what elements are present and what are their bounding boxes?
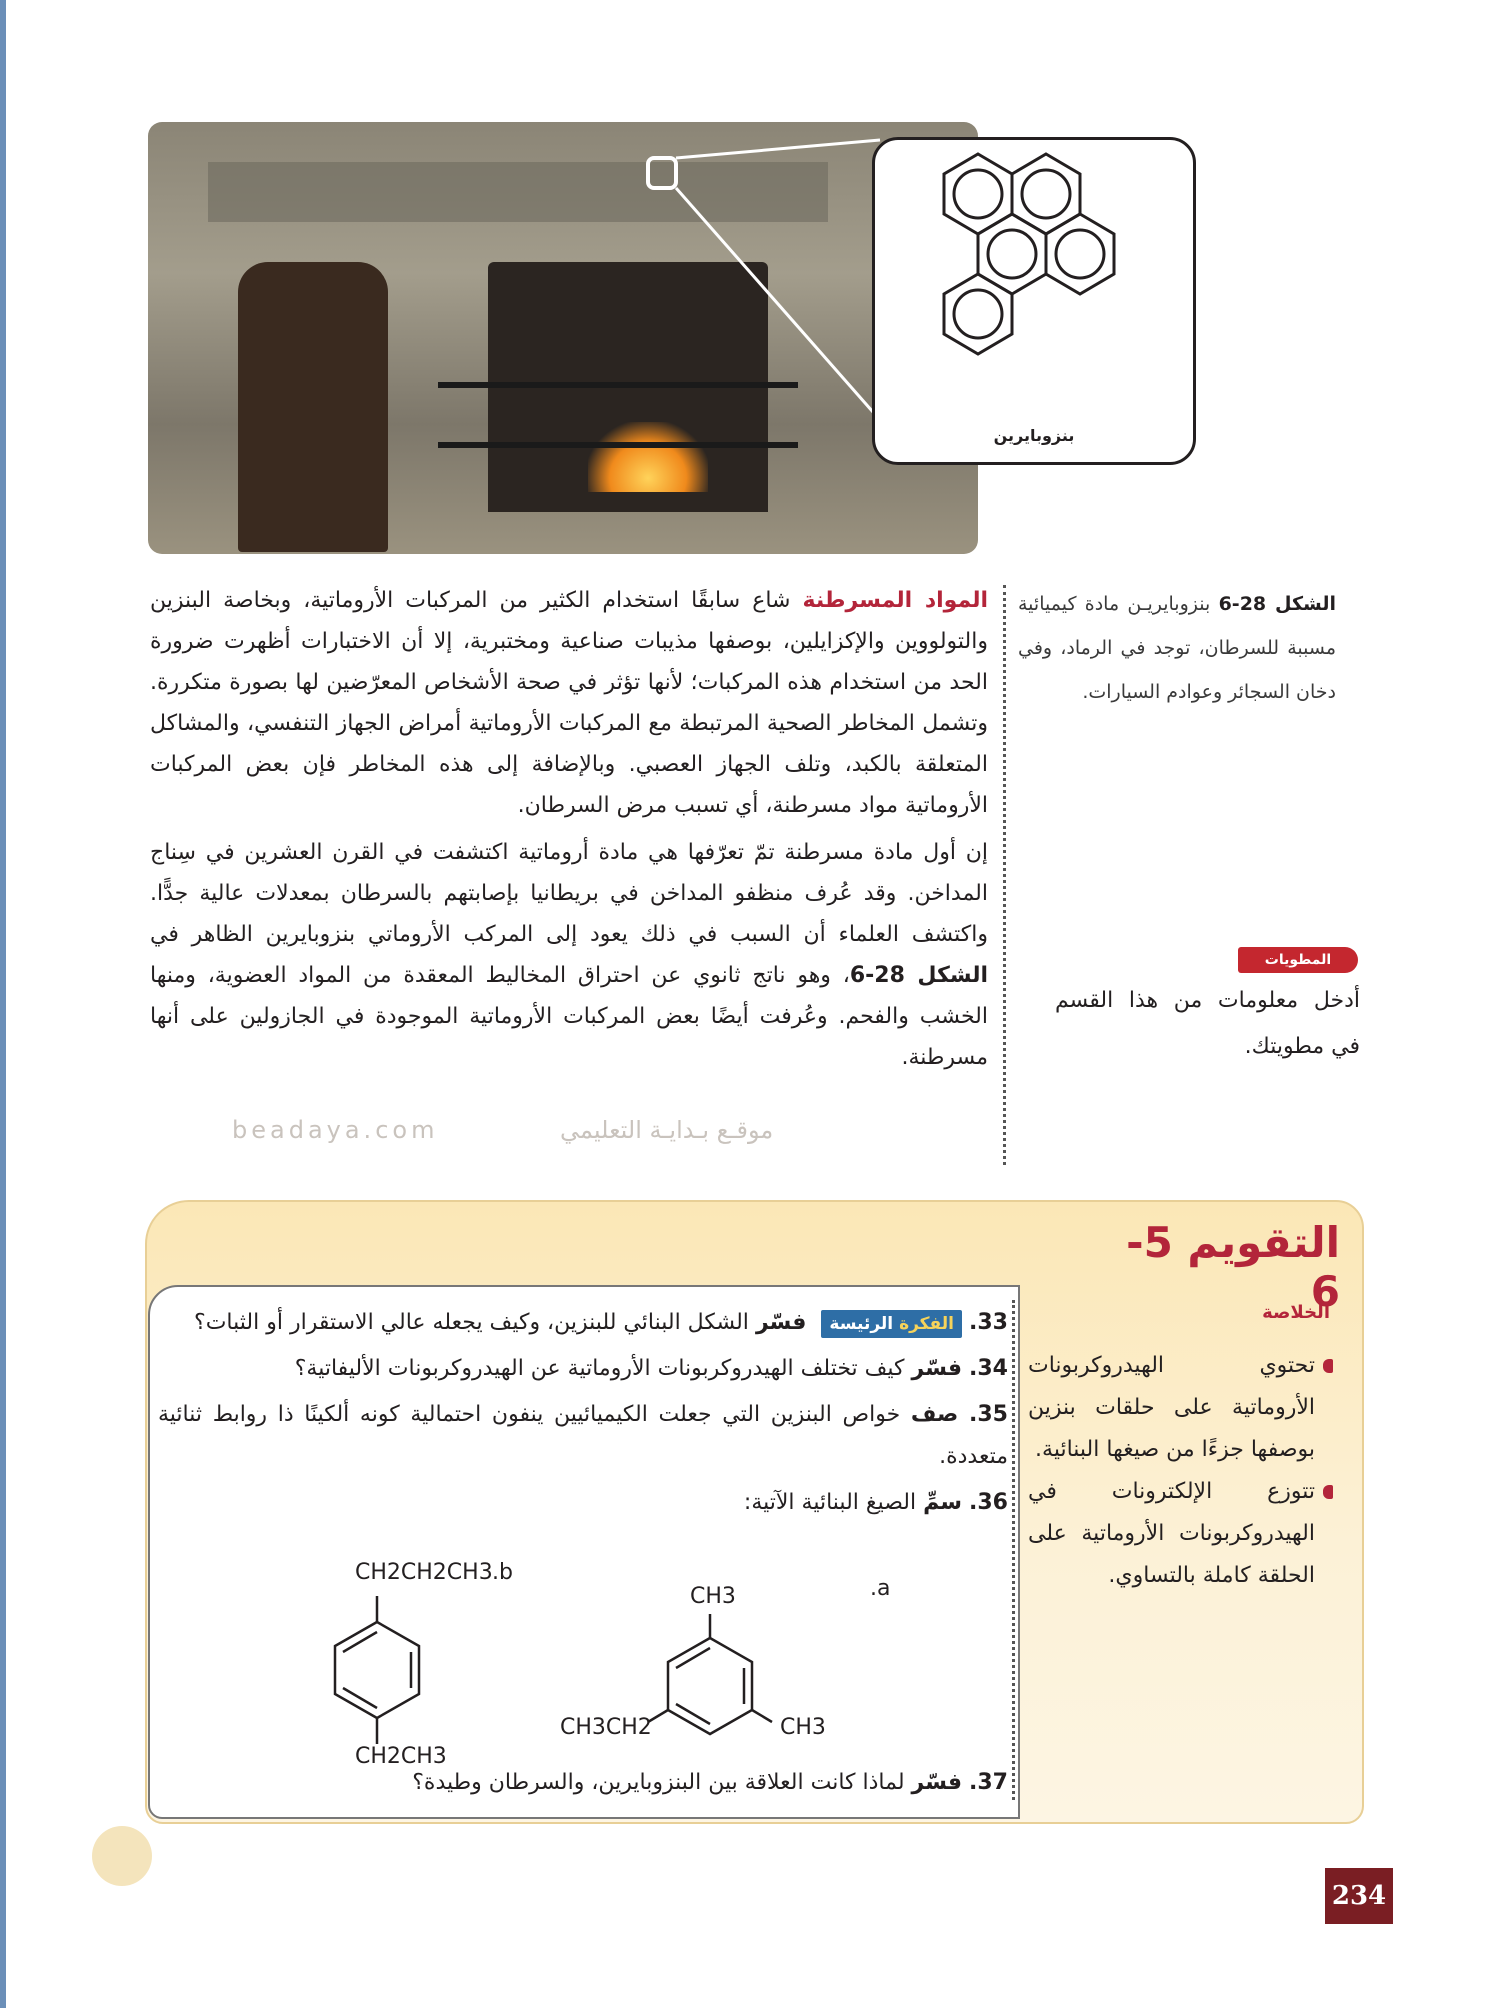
question-text: كيف تختلف الهيدروكربونات الأروماتية عن الهيدروكربونات الأليفاتية؟ bbox=[294, 1356, 905, 1381]
question-verb: فسّر bbox=[911, 1770, 963, 1795]
summary-list bbox=[1028, 1345, 1333, 1597]
caption-divider bbox=[1003, 585, 1006, 1165]
figure-caption bbox=[1018, 582, 1336, 714]
question-number: 37. bbox=[969, 1770, 1008, 1795]
question-verb: سمِّ bbox=[923, 1490, 963, 1515]
question-number: 33. bbox=[969, 1310, 1008, 1335]
question-37 bbox=[158, 1762, 1008, 1804]
question-33 bbox=[158, 1302, 1008, 1344]
structure-b-letter: .b bbox=[492, 1560, 513, 1585]
structure-a-right-group: CH3 bbox=[780, 1715, 826, 1740]
benzopyrene-structure bbox=[875, 140, 1193, 420]
question-text: لماذا كانت العلاقة بين البنزوبايرين، والسرطان وطيدة؟ bbox=[412, 1770, 905, 1795]
question-text: الصيغ البنائية الآتية: bbox=[743, 1490, 917, 1515]
main-idea-badge bbox=[821, 1310, 962, 1338]
questions-list-end bbox=[158, 1762, 1008, 1808]
question-verb: فسّر bbox=[755, 1310, 807, 1335]
main-idea-word-2: الرئيسة bbox=[829, 1314, 894, 1334]
question-number: 34. bbox=[969, 1356, 1008, 1381]
question-36 bbox=[158, 1482, 1008, 1524]
figure-reference: الشكل 28-6 bbox=[849, 963, 989, 988]
structure-b-top-group: CH2CH2CH3 bbox=[355, 1560, 493, 1585]
question-number: 36. bbox=[969, 1490, 1008, 1515]
paragraph-2-text-a: إن أول مادة مسرطنة تمّ تعرّفها هي مادة أروماتية اكتشفت في القرن العشرين في سِناج المداخن. وقد عُرف منظفو المداخن في بريطانيا بإصابتهم بالسرطان بمعدلات عالية جدًّا. واكتشف العلماء أن السبب في ذلك يعود إلى المركب الأروماتي بنزوبايرين الظاهر في bbox=[150, 840, 988, 947]
structure-a-letter: .a bbox=[870, 1576, 891, 1601]
paragraph-2-text-b: ، وهو ناتج ثانوي عن احتراق المخاليط المعقدة من المواد العضوية، ومنها الخشب والفحم. وعُرفت أيضًا بعض المركبات الأروماتية الموجودة في الجازولين على أنها مسرطنة. bbox=[150, 963, 988, 1070]
caption-text: بنزوبايريـن مادة كيميائية مسببة للسرطان، توجد في الرماد، وفي دخان السجائر وعوادم السيارات. bbox=[1018, 593, 1336, 703]
paragraph-soot bbox=[150, 832, 988, 1078]
question-text: خواص البنزين التي جعلت الكيميائيين ينفون احتمالية كونه ألكينًا ذا روابط ثنائية متعددة. bbox=[158, 1402, 1008, 1469]
main-idea-word-1: الفكرة bbox=[899, 1314, 955, 1334]
foldables-tag: المطويات bbox=[1238, 947, 1358, 973]
page-number: 234 bbox=[1325, 1868, 1393, 1924]
question-34 bbox=[158, 1348, 1008, 1390]
question-text: الشكل البنائي للبنزين، وكيف يجعله عالي الاستقرار أو الثبات؟ bbox=[194, 1310, 749, 1335]
publisher-logo bbox=[92, 1826, 152, 1886]
term-carcinogens: المواد المسرطنة bbox=[802, 588, 988, 613]
paragraph-1-text: شاع سابقًا استخدام الكثير من المركبات الأروماتية، وبخاصة البنزين والتولووين والإكزايلين، بوصفها مذيبات صناعية ومختبرية، إلا أن الاختبارات أظهرت ضرورة الحد من استخدام هذه المركبات؛ لأنها تؤثر في صحة الأشخاص المعرّضين لها بصورة متكررة. وتشمل المخاطر الصحية المرتبطة مع المركبات الأروماتية أمراض الجهاز التنفسي، والمشاكل المتعلقة بالكبد، وتلف الجهاز العصبي. وبالإضافة إلى هذه المخاطر فإن بعض المركبات الأروماتية مواد مسرطنة، أي تسبب مرض السرطان. bbox=[150, 588, 988, 818]
benzopyrene-callout bbox=[872, 137, 1196, 465]
questions-divider bbox=[1012, 1300, 1015, 1800]
question-number: 35. bbox=[969, 1402, 1008, 1427]
question-verb: صف bbox=[910, 1402, 959, 1427]
watermark-arabic: موقـع بـدايـة التعليمي bbox=[560, 1116, 774, 1144]
watermark-latin: beadaya.com bbox=[232, 1116, 439, 1144]
questions-list bbox=[158, 1302, 1008, 1528]
summary-item: تتوزع الإلكترونات في الهيدروكربونات الأروماتية على الحلقة كاملة بالتساوي. bbox=[1028, 1471, 1333, 1597]
foldables-text: أدخل معلومات من هذا القسم في مطويتك. bbox=[1055, 988, 1360, 1059]
summary-item: تحتوي الهيدروكربونات الأروماتية على حلقات بنزين بوصفها جزءًا من صيغها البنائية. bbox=[1028, 1345, 1333, 1471]
structure-b-bottom-group: CH2CH3 bbox=[355, 1744, 447, 1769]
main-body-text bbox=[150, 580, 988, 1084]
paragraph-carcinogens bbox=[150, 580, 988, 826]
figure-number: الشكل 28-6 bbox=[1218, 593, 1336, 615]
benzopyrene-label: بنزوبايرين bbox=[993, 426, 1075, 445]
summary-heading: الخلاصة bbox=[1262, 1302, 1330, 1323]
question-35 bbox=[158, 1394, 1008, 1478]
review-title: التقويم 5-6 bbox=[1126, 1218, 1340, 1316]
question-verb: فسّر bbox=[911, 1356, 963, 1381]
structure-a-ring bbox=[640, 1610, 780, 1760]
callout-connector bbox=[0, 0, 1488, 600]
structure-a-top-group: CH3 bbox=[690, 1584, 736, 1609]
structure-a-left-group: CH3CH2 bbox=[560, 1715, 652, 1740]
